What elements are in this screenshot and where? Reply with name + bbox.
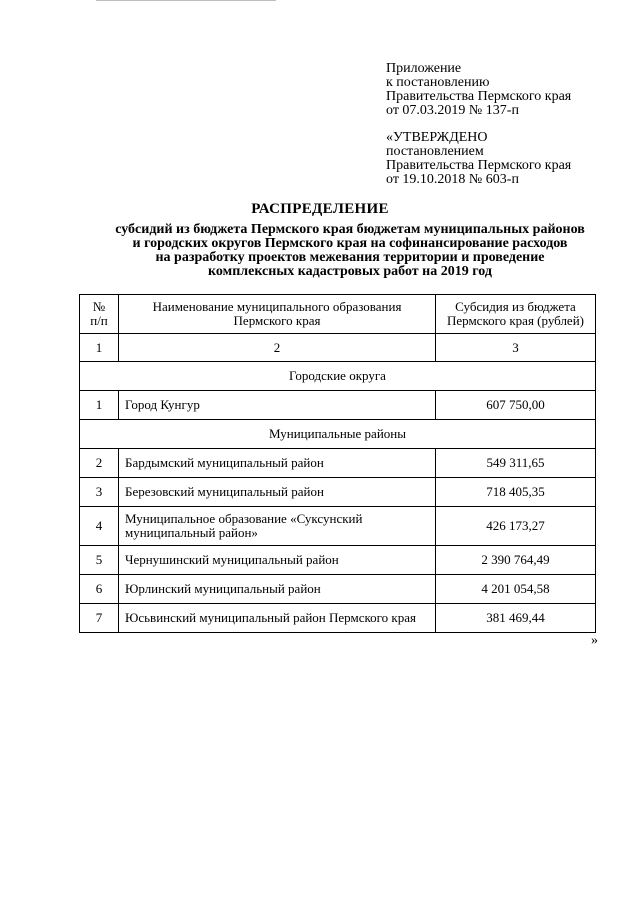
index-cell: 3 [436, 334, 596, 362]
index-cell: 2 [119, 334, 436, 362]
row-name: Юрлинский муниципальный район [119, 575, 436, 604]
subtitle-line: комплексных кадастровых работ на 2019 год [208, 264, 492, 279]
row-amount: 607 750,00 [436, 391, 596, 420]
row-num: 6 [80, 575, 119, 604]
table-row [80, 391, 596, 420]
section-title: Муниципальные районы [80, 420, 596, 449]
scan-edge-line [96, 0, 276, 1]
table-row [80, 449, 596, 478]
row-num: 1 [80, 391, 119, 420]
appendix-line: Приложение [386, 61, 462, 76]
header-name: Наименование муниципального образования Пермского края [119, 295, 436, 334]
subsidy-table [79, 294, 596, 633]
table-row [80, 546, 596, 575]
row-name: Муниципальное образование «Суксунский муниципальный район» [119, 507, 436, 546]
subtitle-line: субсидий из бюджета Пермского края бюджетам муниципальных районов [115, 222, 585, 237]
table-row [80, 478, 596, 507]
section-row [80, 420, 596, 449]
approved-block [386, 131, 571, 187]
approved-line: постановлением [386, 144, 484, 159]
header-amount: Субсидия из бюджета Пермского края (рублей) [436, 295, 596, 334]
closing-quote: » [591, 633, 598, 648]
index-cell: 1 [80, 334, 119, 362]
row-name: Бардымский муниципальный район [119, 449, 436, 478]
table-header-row [80, 295, 596, 334]
document-title: РАСПРЕДЕЛЕНИЕ [251, 201, 389, 217]
row-num: 7 [80, 604, 119, 633]
column-index-row [80, 334, 596, 362]
appendix-line: к постановлению [386, 75, 490, 90]
table-row [80, 507, 596, 546]
table-row [80, 575, 596, 604]
row-name: Березовский муниципальный район [119, 478, 436, 507]
row-name: Город Кунгур [119, 391, 436, 420]
row-num: 2 [80, 449, 119, 478]
table-row [80, 604, 596, 633]
row-amount: 549 311,65 [436, 449, 596, 478]
row-num: 5 [80, 546, 119, 575]
appendix-block [386, 62, 571, 118]
approved-line: «УТВЕРЖДЕНО [386, 130, 488, 145]
section-title: Городские округа [80, 362, 596, 391]
approved-line: Правительства Пермского края [386, 158, 572, 173]
row-amount: 381 469,44 [436, 604, 596, 633]
row-num: 4 [80, 507, 119, 546]
approved-line: от 19.10.2018 № 603-п [386, 172, 519, 187]
row-amount: 4 201 054,58 [436, 575, 596, 604]
row-amount: 2 390 764,49 [436, 546, 596, 575]
appendix-line: Правительства Пермского края [386, 89, 572, 104]
row-name: Юсьвинский муниципальный район Пермского края [119, 604, 436, 633]
document-subtitle [60, 223, 640, 279]
header-num: № п/п [80, 295, 119, 334]
row-amount: 718 405,35 [436, 478, 596, 507]
row-amount: 426 173,27 [436, 507, 596, 546]
section-row [80, 362, 596, 391]
row-num: 3 [80, 478, 119, 507]
row-name: Чернушинский муниципальный район [119, 546, 436, 575]
appendix-line: от 07.03.2019 № 137-п [386, 103, 519, 118]
subtitle-line: на разработку проектов межевания территории и проведение [155, 250, 545, 265]
subtitle-line: и городских округов Пермского края на софинансирование расходов [132, 236, 568, 251]
